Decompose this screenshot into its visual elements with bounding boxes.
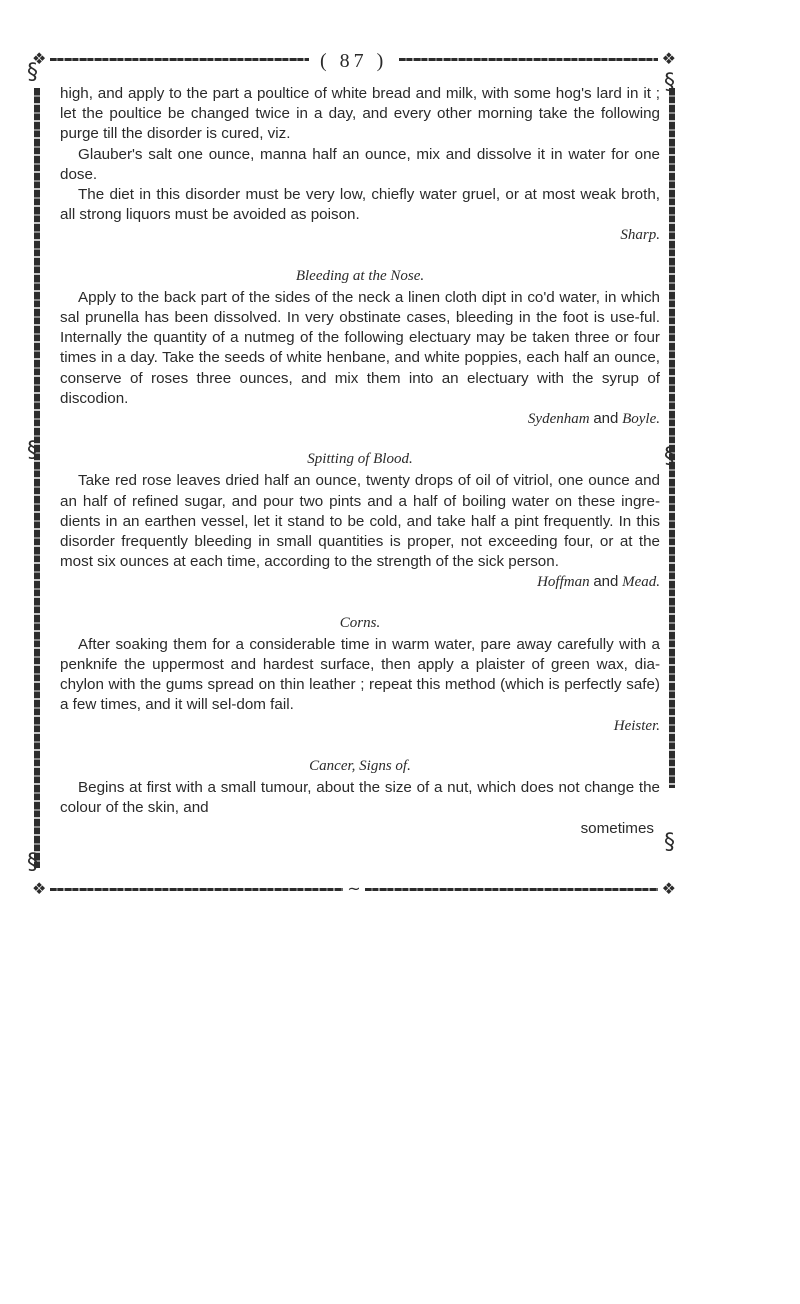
author: Boyle. <box>622 411 660 428</box>
section-body: Begins at first with a small tumour, about the size of a nut, which does not change the colour of the skin, and <box>60 779 660 817</box>
fleuron-icon: ❖ <box>32 879 47 898</box>
fleuron-icon: ❖ <box>661 49 676 68</box>
conjunction: and <box>593 573 619 591</box>
section-body: After soaking them for a considerable time in warm water, pare away carefully with a penknife the uppermost and hardest surface, then apply a plaister of green wax, dia-chylon with the gums spread on thin leather ; repeat this method (which is perfectly safe) a few times, and it will sel-dom fail. <box>60 635 660 714</box>
attribution <box>60 409 660 429</box>
border-rule <box>50 888 343 891</box>
text-block <box>60 84 660 839</box>
section-heading: Corns. <box>339 614 381 631</box>
scroll-ornament-icon: § <box>27 60 38 85</box>
conjunction: and <box>593 410 619 428</box>
intro-paragraph: high, and apply to the part a poultice of white bread and milk, with some hog's lard in it ; let the poultice be changed twice in a day, and every other morning take the following purge till the disorder is cured, viz. <box>60 85 660 143</box>
flourish-icon: ~ <box>347 879 361 898</box>
section-body: Take red rose leaves dried half an ounce, twenty drops of oil of vitriol, one ounce and an half of refined sugar, and pour two pints and a half of boiling water on these ingre-dients in an earthen vessel, let it stand to be cold, and take half a pint frequently. In this disorder frequently bleeding in small quantities is proper, not exceeding four, or at the most six ounces at each time, according to the strength of the sick person. <box>60 472 660 571</box>
left-ornamental-border <box>34 88 40 868</box>
scroll-ornament-icon: § <box>664 70 675 95</box>
page-number: ( 87 ) <box>320 50 388 72</box>
author: Mead. <box>622 574 660 591</box>
recipe-paragraph: Glauber's salt one ounce, manna half an ounce, mix and dissolve it in water for one dose. <box>60 145 660 183</box>
section-heading: Bleeding at the Nose. <box>295 267 425 284</box>
scroll-ornament-icon: § <box>664 830 675 855</box>
border-rule <box>399 58 658 61</box>
scroll-ornament-icon: § <box>664 444 675 469</box>
bottom-ornamental-border <box>28 879 680 898</box>
scroll-ornament-icon: § <box>27 850 38 875</box>
section-body: Apply to the back part of the sides of the neck a linen cloth dipt in co'd water, in which sal prunella has been dissolved. In very obstinate cases, bleeding in the foot is use-ful. Internally the quantity of a nutmeg of the following electuary may be taken three or four times in a day. Take the seeds of white henbane, and white poppies, each half an ounce, conserve of roses three ounces, and mix them into an electuary with the syrup of discodion. <box>60 288 660 407</box>
attribution: Heister. <box>613 717 660 734</box>
attribution <box>60 572 660 592</box>
author: Sydenham <box>527 411 590 428</box>
border-rule <box>50 58 309 61</box>
catchword: sometimes <box>580 819 654 837</box>
diet-paragraph: The diet in this disorder must be very low, chiefly water gruel, or at most weak broth, all strong liquors must be avoided as poison. <box>60 186 660 224</box>
author: Hoffman <box>537 574 590 591</box>
fleuron-icon: ❖ <box>661 879 676 898</box>
section-heading: Spitting of Blood. <box>307 451 413 468</box>
border-rule <box>365 888 658 891</box>
section-heading: Cancer, Signs of. <box>309 757 411 774</box>
attribution: Sharp. <box>620 227 660 244</box>
scroll-ornament-icon: § <box>27 438 38 463</box>
right-ornamental-border <box>669 88 675 788</box>
fleuron-icon: ❖ <box>32 49 47 68</box>
